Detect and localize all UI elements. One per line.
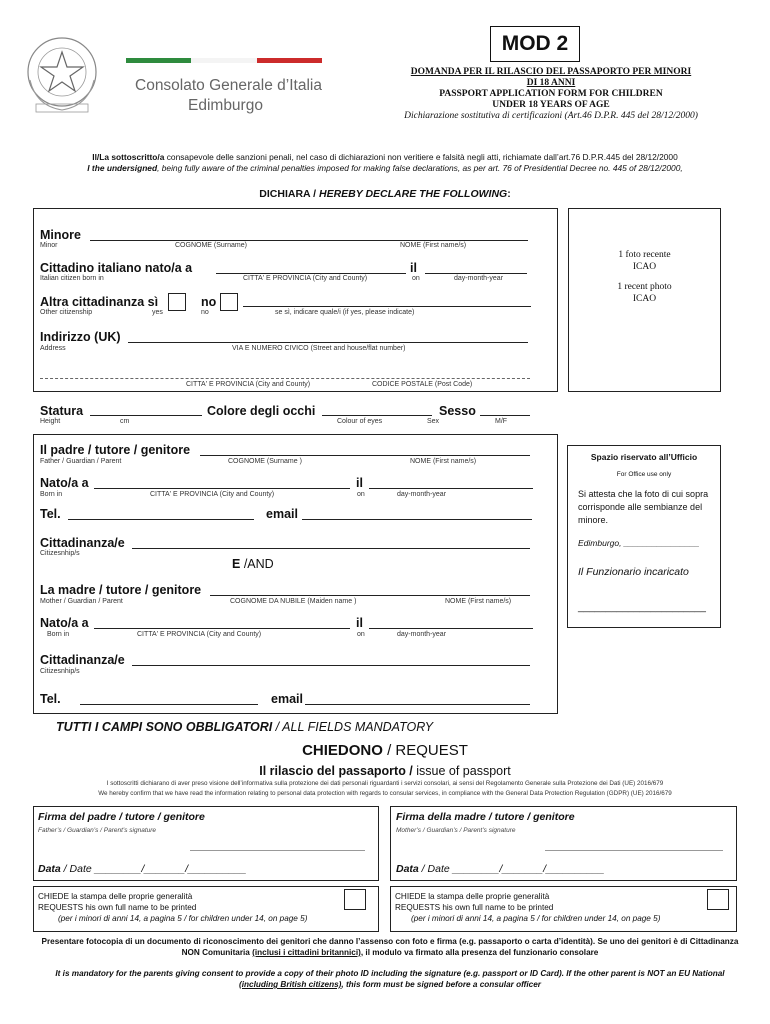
footer-it-underline: (inclusi i cittadini britannici) (252, 948, 361, 957)
mother-birthplace-label: Nato/a a (40, 616, 89, 630)
mother-firstname-caption: NOME (First name/s) (445, 598, 512, 605)
mother-city-caption: CITTA' E PROVINCIA (City and County) (137, 631, 262, 638)
eye-colour-label: Colore degli occhi (207, 404, 316, 418)
mother-tel-label: Tel. (40, 692, 61, 706)
postcode-caption: CODICE POSTALE (Post Code) (372, 381, 473, 388)
father-birthplace-field[interactable] (94, 488, 350, 489)
footer-en-part2: , this form must be signed before a consular officer (341, 980, 541, 989)
father-birthdate-field[interactable] (369, 488, 533, 489)
photo-it-line1: 1 foto recente (618, 250, 671, 260)
mother-signature-sub: Mother’s / Guardian’s / Parent’s signature (396, 827, 516, 834)
minor-birthplace-label: Cittadino italiano nato/a a (40, 261, 193, 275)
privacy-en: We hereby confirm that we have read the information relating to personal data protection with regards to consular services, in compliance with the General Data Protection Regulation (GDPR) (UE) 2016/679 (98, 790, 672, 797)
father-tel-label: Tel. (40, 507, 61, 521)
father-print-l1: CHIEDE la stampa delle proprie generalità (38, 892, 193, 901)
consulate-line2: Edimburgo (188, 97, 263, 114)
father-born-caption: Born in (40, 491, 63, 498)
minor-birthdate-field[interactable] (425, 273, 527, 274)
other-citizenship-label: Altra cittadinanza sì (40, 295, 159, 309)
declare-en: HEREBY DECLARE THE FOLLOWING (318, 188, 508, 200)
mother-birthdate-field[interactable] (369, 628, 533, 629)
mod-label: MOD 2 (501, 32, 569, 55)
footer-it-part1: Presentare fotocopia di un documento di riconoscimento dei genitori che danno l’assenso con foto e firma (e.g. passaporto o carta d’identità). Se uno dei genitori è di Cittadinanza NON Comunitaria (41, 937, 739, 957)
other-citizenship-field[interactable] (243, 306, 531, 307)
photo-en-line1: 1 recent photo (617, 282, 672, 292)
parents-section (33, 434, 558, 714)
consulate-name (135, 76, 322, 116)
mandatory-it: TUTTI I CAMPI SONO OBBLIGATORI (56, 720, 273, 734)
footer-en (40, 968, 740, 990)
father-tel-field[interactable] (68, 519, 254, 520)
intro-it (30, 152, 740, 162)
street-caption: VIA E NUMERO CIVICO (Street and house/flat number) (232, 345, 406, 352)
emblem (22, 30, 102, 118)
colour-caption: Colour of eyes (337, 418, 383, 425)
office-place[interactable]: Edimburgo, ________________ (578, 538, 700, 548)
photo-it-line2: ICAO (632, 262, 657, 272)
father-print-l3: (per i minori di anni 14, a pagina 5 / for children under 14, on page 5) (58, 914, 308, 923)
address-street-field[interactable] (128, 342, 528, 343)
other-citizenship-no-label: no (201, 295, 217, 309)
sex-caption: Sex (427, 418, 440, 425)
request-sub-it: Il rilascio del passaporto / (259, 764, 417, 778)
father-date-label: Data (38, 863, 61, 875)
mother-on-caption: on (357, 631, 365, 638)
title-it: DOMANDA PER IL RILASCIO DEL PASSAPORTO PER MINORI DI 18 ANNI (410, 67, 692, 88)
mother-email-label: email (271, 692, 303, 706)
minor-name-field[interactable] (90, 240, 528, 241)
mother-birthplace-field[interactable] (94, 628, 350, 629)
tricolor-bar (126, 58, 322, 63)
tricolor-green (126, 58, 191, 63)
no-caption: no (201, 309, 209, 316)
mod-label-box (490, 26, 580, 62)
mother-print-l1: CHIEDE la stampa delle proprie generalità (395, 892, 550, 901)
mother-print-checkbox[interactable] (707, 889, 729, 910)
republic-emblem-icon (22, 30, 102, 118)
office-officer: Il Funzionario incaricato (578, 566, 689, 578)
minor-dmy-caption: day-month-year (454, 275, 504, 282)
father-il-label: il (356, 476, 363, 490)
minor-birthplace-field[interactable] (216, 273, 406, 274)
father-print-request (38, 891, 307, 924)
office-sub: For Office use only (616, 471, 672, 478)
request-title-it: CHIEDONO (302, 742, 383, 759)
mother-name-field[interactable] (210, 595, 530, 596)
footer-en-underline: (including British citizens) (239, 980, 342, 989)
father-surname-caption: COGNOME (Surname ) (228, 458, 302, 465)
height-caption: Height (40, 418, 61, 425)
minor-born-in-caption: Italian citizen born in (40, 275, 104, 282)
father-citizenship-label: Cittadinanza/e (40, 536, 125, 550)
sex-label: Sesso (439, 404, 476, 418)
intro-en (60, 163, 710, 174)
father-citizenship-caption: Citizesnhip/s (40, 550, 80, 557)
form-title (388, 67, 714, 122)
other-citizenship-caption: Other citizenship (40, 309, 93, 316)
father-date[interactable] (38, 863, 246, 875)
request-title (200, 742, 570, 759)
father-name-field[interactable] (200, 455, 530, 456)
father-email-field[interactable] (302, 519, 532, 520)
minor-on-caption: on (412, 275, 420, 282)
office-signature-line[interactable]: _______________________ (578, 602, 706, 613)
if-yes-caption: se sì, indicare quale/i (if yes, please indicate) (275, 309, 415, 316)
mother-maiden-caption: COGNOME DA NUBILE (Maiden name ) (230, 598, 357, 605)
minor-label-en: Minor (40, 242, 58, 249)
mother-dmy-caption: day-month-year (397, 631, 447, 638)
declare-colon: : (507, 188, 511, 200)
mother-signature-line[interactable] (545, 850, 723, 851)
mother-tel-field[interactable] (80, 704, 258, 705)
sex-field[interactable] (480, 415, 530, 416)
eye-colour-field[interactable] (322, 415, 432, 416)
mother-sub: Mother / Guardian / Parent (40, 598, 123, 605)
address-label: Indirizzo (UK) (40, 330, 121, 344)
father-signature-line[interactable] (190, 850, 365, 851)
father-birthplace-label: Nato/a a (40, 476, 89, 490)
request-title-en: / REQUEST (382, 742, 468, 759)
tricolor-white (191, 58, 256, 63)
footer-it (40, 936, 740, 958)
other-citizenship-no-checkbox[interactable] (220, 293, 238, 311)
address-city-field[interactable] (40, 378, 530, 379)
father-citizenship-field[interactable] (132, 548, 530, 549)
minor-firstname-caption: NOME (First name/s) (400, 242, 467, 249)
declare-heading (200, 188, 570, 200)
address-caption: Address (40, 345, 66, 352)
minor-surname-caption: COGNOME (Surname) (175, 242, 247, 249)
mother-print-l3: (per i minori di anni 14, a pagina 5 / for children under 14, on page 5) (411, 914, 661, 923)
privacy-it: I sottoscritti dichiarano di aver preso visione dell’informativa sulla protezione dei dati personali riguardanti i servizi consolari, ai sensi del Regolamento Generale sulla Protezione dei Dati (UE) 2016/679 (106, 780, 664, 787)
mother-signature-title: Firma della madre / tutore / genitore (396, 811, 575, 823)
cm-caption: cm (120, 418, 130, 425)
mandatory-notice (56, 720, 433, 734)
mother-date-label: Data (396, 863, 419, 875)
address-city-caption: CITTA' E PROVINCIA (City and County) (186, 381, 311, 388)
and-e: E (232, 557, 241, 571)
intro-en-prefix: I the undersigned (87, 163, 158, 173)
request-subtitle (200, 764, 570, 778)
father-on-caption: on (357, 491, 365, 498)
title-subtitle: Dichiarazione sostitutiva di certificazioni (Art.46 D.P.R. 445 del 28/12/2000) (404, 111, 698, 121)
intro-it-rest: consapevole delle sanzioni penali, nel caso di dichiarazioni non veritiere e falsità negli atti, richiamate dall’art.76 D.P.R.445 del 28/12/2000 (164, 152, 678, 162)
father-print-l2: REQUESTS his own full name to be printed (38, 903, 197, 912)
and-en: /AND (240, 557, 274, 571)
father-city-caption: CITTA' E PROVINCIA (City and County) (150, 491, 275, 498)
yes-caption: yes (152, 309, 163, 316)
father-title: Il padre / tutore / genitore (40, 443, 191, 457)
father-date-field: / Date ________/_______/__________ (60, 863, 247, 875)
mother-citizenship-field[interactable] (132, 665, 530, 666)
photo-box[interactable] (568, 208, 721, 392)
intro-en-rest: , being fully aware of the criminal penalties imposed for making false declarations, as per art. 76 of Presidential Decree no. 445 of 28/12/2000, (157, 163, 683, 173)
mother-citizenship-caption: Citizesnhip/s (40, 668, 80, 675)
mother-print-l2: REQUESTS his own full name to be printed (395, 903, 554, 912)
father-signature-title: Firma del padre / tutore / genitore (38, 811, 205, 823)
office-title: Spazio riservato all’Ufficio (590, 452, 698, 462)
minor-il-label: il (410, 261, 417, 275)
minor-label: Minore (40, 228, 81, 242)
intro-it-prefix: Il/La sottoscritto/a (92, 152, 165, 162)
father-signature-sub: Father’s / Guardian’s / Parent’s signature (38, 827, 157, 834)
consulate-line1: Consolato Generale d’Italia (135, 77, 322, 94)
father-email-label: email (266, 507, 298, 521)
request-sub-en: issue of passport (416, 764, 511, 778)
mother-email-field[interactable] (305, 704, 530, 705)
mother-date[interactable] (396, 863, 604, 875)
mother-citizenship-label: Cittadinanza/e (40, 653, 125, 667)
mother-born-caption: Born in (47, 631, 70, 638)
mother-print-request (395, 891, 660, 924)
footer-it-part2: , il modulo va firmato alla presenza del funzionario consolare (360, 948, 599, 957)
and-separator (232, 557, 274, 571)
photo-en-line2: ICAO (632, 294, 657, 304)
mf-caption: M/F (495, 418, 508, 425)
tricolor-red (257, 58, 322, 63)
father-dmy-caption: day-month-year (397, 491, 447, 498)
mother-title: La madre / tutore / genitore (40, 583, 202, 597)
height-field[interactable] (90, 415, 202, 416)
mother-date-field: / Date ________/_______/__________ (418, 863, 605, 875)
mother-il-label: il (356, 616, 363, 630)
other-citizenship-yes-checkbox[interactable] (168, 293, 186, 311)
father-firstname-caption: NOME (First name/s) (410, 458, 477, 465)
footer-en-part1: It is mandatory for the parents giving consent to provide a copy of their photo ID including the signature (e.g. passport or ID Card). If the other parent is NOT an EU National (55, 969, 725, 978)
office-attestation: Si attesta che la foto di cui sopra corrisponde alle sembianze del minore. (578, 489, 709, 525)
father-print-checkbox[interactable] (344, 889, 366, 910)
declare-it: DICHIARA / (259, 188, 319, 200)
minor-city-caption: CITTA' E PROVINCIA (City and County) (243, 275, 368, 282)
height-label: Statura (40, 404, 84, 418)
father-sub: Father / Guardian / Parent (40, 458, 122, 465)
mandatory-en: / ALL FIELDS MANDATORY (272, 720, 434, 734)
title-en: PASSPORT APPLICATION FORM FOR CHILDREN UNDER 18 YEARS OF AGE (439, 89, 663, 110)
